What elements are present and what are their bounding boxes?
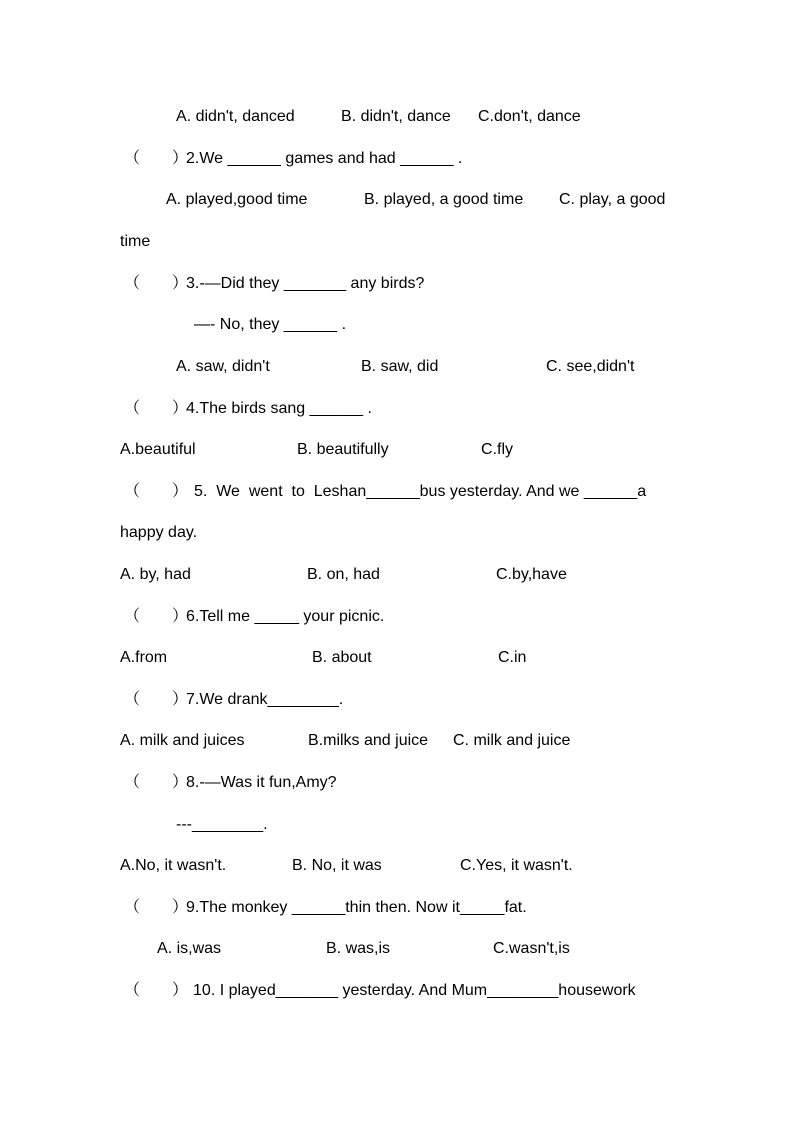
- q5-option-c: C.by,have: [496, 566, 567, 583]
- q2-option-a: A. played,good time: [166, 191, 308, 208]
- q5-stem-continued: happy day.: [120, 524, 198, 541]
- q2-option-c-continued: time: [120, 233, 151, 250]
- q5-option-a: A. by, had: [120, 566, 191, 583]
- q8-option-a: A.No, it wasn't.: [120, 857, 227, 874]
- q2-answer-paren: （ ）: [124, 150, 189, 167]
- q8-answer-paren: （ ）: [124, 774, 189, 791]
- q10-stem: 10. I played_______ yesterday. And Mum________housework: [193, 982, 636, 999]
- q9-stem: 9.The monkey ______thin then. Now it_____fat.: [186, 899, 527, 916]
- q10-answer-paren: （ ）: [124, 982, 189, 999]
- q6-option-c: C.in: [498, 649, 527, 666]
- q2-option-c: C. play, a good: [559, 191, 666, 208]
- q4-option-b: B. beautifully: [297, 441, 389, 458]
- q9-option-c: C.wasn't,is: [493, 940, 570, 957]
- q9-answer-paren: （ ）: [124, 899, 189, 916]
- q8-option-b: B. No, it was: [292, 857, 382, 874]
- q3-answer-paren: （ ）: [124, 275, 189, 292]
- q4-answer-paren: （ ）: [124, 400, 189, 417]
- q7-option-b: B.milks and juice: [308, 732, 429, 749]
- q1-option-b: B. didn't, dance: [341, 108, 451, 125]
- q7-stem: 7.We drank________.: [186, 691, 344, 708]
- q6-option-b: B. about: [312, 649, 372, 666]
- q4-option-a: A.beautiful: [120, 441, 196, 458]
- q2-option-b: B. played, a good time: [364, 191, 524, 208]
- q6-stem: 6.Tell me _____ your picnic.: [186, 608, 385, 625]
- q7-option-c: C. milk and juice: [453, 732, 571, 749]
- q3-reply: —- No, they ______ .: [194, 316, 347, 333]
- q1-option-a: A. didn't, danced: [176, 108, 295, 125]
- q2-stem: 2.We ______ games and had ______ .: [186, 150, 463, 167]
- q3-option-b: B. saw, did: [361, 358, 439, 375]
- q3-option-c: C. see,didn't: [546, 358, 635, 375]
- q7-option-a: A. milk and juices: [120, 732, 245, 749]
- q9-option-b: B. was,is: [326, 940, 391, 957]
- q4-stem: 4.The birds sang ______ .: [186, 400, 372, 417]
- q1-option-c: C.don't, dance: [478, 108, 581, 125]
- q3-stem: 3.-—Did they _______ any birds?: [186, 275, 425, 292]
- q6-answer-paren: （ ）: [124, 608, 189, 625]
- q8-stem: 8.-—Was it fun,Amy?: [186, 774, 337, 791]
- q8-reply: ---________.: [176, 816, 268, 833]
- q4-option-c: C.fly: [481, 441, 513, 458]
- q5-answer-paren: （ ）: [124, 483, 189, 500]
- q6-option-a: A.from: [120, 649, 168, 666]
- q5-option-b: B. on, had: [307, 566, 380, 583]
- q5-stem: 5. We went to Leshan______bus yesterday. And we ______a: [194, 483, 647, 500]
- q8-option-c: C.Yes, it wasn't.: [460, 857, 573, 874]
- q3-option-a: A. saw, didn't: [176, 358, 270, 375]
- q7-answer-paren: （ ）: [124, 691, 189, 708]
- q9-option-a: A. is,was: [157, 940, 222, 957]
